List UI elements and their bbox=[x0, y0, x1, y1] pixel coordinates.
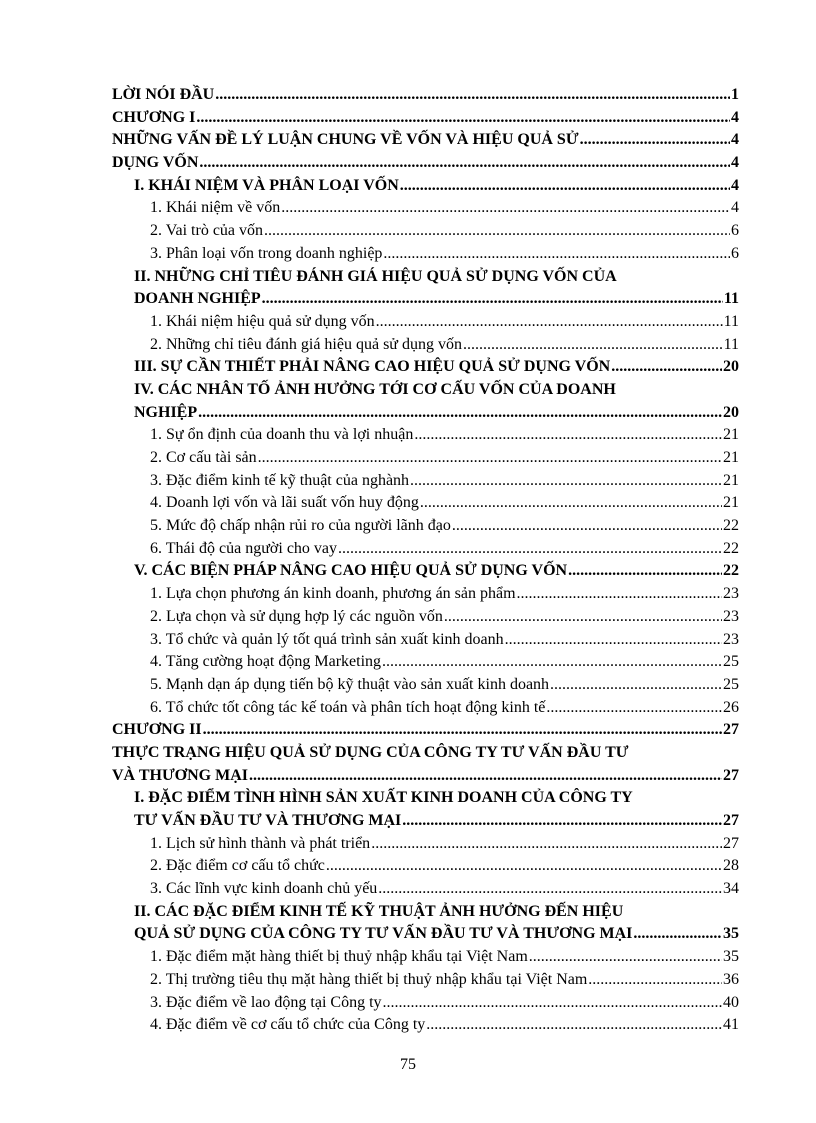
toc-dot-leader bbox=[420, 492, 722, 515]
toc-entry[interactable] bbox=[112, 810, 739, 833]
toc-entry-page: 21 bbox=[723, 471, 739, 489]
toc-entry-page: 11 bbox=[723, 312, 739, 330]
toc-entry[interactable] bbox=[112, 992, 739, 1015]
toc-entry-title: TƯ VẤN ĐẦU TƯ VÀ THƯƠNG MẠI bbox=[134, 812, 402, 829]
toc-entry[interactable] bbox=[112, 765, 739, 788]
toc-entry[interactable] bbox=[112, 243, 739, 266]
toc-dot-leader bbox=[281, 197, 730, 220]
toc-entry-page: 23 bbox=[723, 585, 739, 603]
toc-entry-page: 11 bbox=[723, 335, 739, 353]
toc-entry-page: 27 bbox=[723, 766, 739, 784]
toc-entry[interactable] bbox=[112, 288, 739, 311]
toc-entry[interactable] bbox=[112, 152, 739, 175]
toc-dot-leader bbox=[326, 855, 722, 878]
toc-entry-title: 6. Tổ chức tốt công tác kế toán và phân tích hoạt động kinh tế bbox=[150, 698, 546, 716]
toc-entry-title: 3. Đặc điểm kinh tế kỹ thuật của nghành bbox=[150, 471, 410, 489]
toc-entry[interactable] bbox=[112, 1014, 739, 1037]
toc-entry-page: 41 bbox=[723, 1016, 739, 1034]
toc-dot-leader bbox=[633, 923, 722, 946]
toc-entry-page: 27 bbox=[723, 834, 739, 852]
toc-dot-leader bbox=[517, 583, 722, 606]
toc-entry-page: 22 bbox=[723, 562, 739, 580]
toc-dot-leader bbox=[262, 288, 723, 311]
toc-dot-leader bbox=[215, 84, 730, 107]
table-of-contents bbox=[112, 84, 739, 1037]
toc-dot-leader bbox=[414, 424, 722, 447]
toc-dot-leader bbox=[376, 311, 723, 334]
toc-entry-page: 28 bbox=[723, 857, 739, 875]
toc-entry-title: CHƯƠNG I bbox=[112, 108, 196, 126]
toc-dot-leader bbox=[249, 765, 722, 788]
toc-entry-page: 4 bbox=[731, 154, 739, 172]
toc-entry[interactable] bbox=[112, 969, 739, 992]
toc-dot-leader bbox=[410, 470, 722, 493]
toc-entry-title: 4. Tăng cường hoạt động Marketing bbox=[150, 653, 382, 671]
toc-entry-page: 21 bbox=[723, 449, 739, 466]
toc-dot-leader bbox=[371, 833, 722, 856]
toc-entry-title: NGHIỆP bbox=[134, 403, 198, 421]
toc-dot-leader bbox=[203, 719, 722, 742]
toc-dot-leader bbox=[378, 878, 722, 901]
toc-entry-title: THỰC TRẠNG HIỆU QUẢ SỬ DỤNG CỦA CÔNG TY TƯ VẤN ĐẦU TƯ bbox=[112, 743, 629, 761]
toc-dot-leader bbox=[383, 992, 722, 1015]
toc-entry-title: V. CÁC BIỆN PHÁP NÂNG CAO HIỆU QUẢ SỬ DỤNG VỐN bbox=[134, 562, 568, 580]
toc-entry[interactable] bbox=[112, 946, 739, 969]
toc-dot-leader bbox=[568, 560, 722, 583]
toc-entry-title: 3. Tổ chức và quản lý tốt quá trình sản xuất kinh doanh bbox=[150, 630, 504, 648]
toc-entry-title: III. SỰ CẦN THIẾT PHẢI NÂNG CAO HIỆU QUẢ SỬ DỤNG VỐN bbox=[134, 358, 611, 376]
toc-dot-leader bbox=[426, 1014, 722, 1037]
toc-entry-title: 5. Mạnh dạn áp dụng tiến bộ kỹ thuật vào sản xuất kinh doanh bbox=[150, 675, 550, 693]
toc-entry-title: 1. Lựa chọn phương án kinh doanh, phương án sản phẩm bbox=[150, 585, 516, 603]
toc-entry-page: 23 bbox=[723, 630, 739, 648]
toc-entry[interactable] bbox=[112, 447, 739, 470]
toc-entry-title: 2. Vai trò của vốn bbox=[150, 222, 264, 240]
toc-entry-title: I. ĐẶC ĐIỂM TÌNH HÌNH SẢN XUẤT KINH DOANH CỦA CÔNG TY bbox=[134, 789, 633, 807]
toc-entry-title: 4. Đặc điểm về cơ cấu tổ chức của Công ty bbox=[150, 1016, 426, 1034]
toc-dot-leader bbox=[588, 969, 722, 992]
toc-entry-page: 34 bbox=[723, 880, 739, 898]
toc-entry-page: 27 bbox=[723, 812, 739, 829]
toc-entry-title: 1. Khái niệm hiệu quả sử dụng vốn bbox=[150, 312, 375, 330]
toc-entry-title: 2. Thị trường tiêu thụ mặt hàng thiết bị thuỷ nhập khẩu tại Việt Nam bbox=[150, 970, 588, 988]
toc-dot-leader bbox=[505, 629, 722, 652]
toc-entry-page: 21 bbox=[723, 426, 739, 444]
toc-dot-leader bbox=[400, 175, 730, 198]
toc-entry[interactable] bbox=[112, 84, 739, 107]
toc-entry-page: 26 bbox=[723, 698, 739, 716]
toc-entry[interactable] bbox=[112, 379, 739, 402]
toc-entry-page: 35 bbox=[723, 925, 739, 943]
toc-entry-page: 25 bbox=[723, 675, 739, 693]
toc-entry-page: 36 bbox=[723, 970, 739, 988]
toc-entry-title: NHỮNG VẤN ĐỀ LÝ LUẬN CHUNG VỀ VỐN VÀ HIỆU QUẢ SỬ bbox=[112, 131, 579, 149]
toc-entry[interactable] bbox=[112, 515, 739, 538]
toc-entry-title: 4. Doanh lợi vốn và lãi suất vốn huy động bbox=[150, 494, 419, 512]
toc-entry[interactable] bbox=[112, 923, 739, 946]
toc-entry[interactable] bbox=[112, 697, 739, 720]
toc-entry-title: DỤNG VỐN bbox=[112, 154, 199, 172]
toc-entry[interactable] bbox=[112, 175, 739, 198]
toc-entry-page: 4 bbox=[731, 199, 739, 217]
toc-entry[interactable] bbox=[112, 651, 739, 674]
toc-dot-leader bbox=[550, 674, 722, 697]
toc-entry[interactable] bbox=[112, 629, 739, 652]
toc-entry[interactable] bbox=[112, 107, 739, 130]
toc-entry-page: 22 bbox=[723, 539, 739, 557]
toc-entry[interactable] bbox=[112, 311, 739, 334]
toc-entry-title: CHƯƠNG II bbox=[112, 721, 202, 739]
toc-entry-title: 3. Các lĩnh vực kinh doanh chủ yếu bbox=[150, 880, 378, 898]
toc-entry-page: 20 bbox=[723, 403, 739, 421]
toc-entry[interactable] bbox=[112, 266, 739, 289]
toc-dot-leader bbox=[196, 107, 730, 130]
toc-entry-page: 21 bbox=[723, 494, 739, 512]
toc-entry[interactable] bbox=[112, 833, 739, 856]
toc-entry-title: II. NHỮNG CHỈ TIÊU ĐÁNH GIÁ HIỆU QUẢ SỬ DỤNG VỐN CỦA bbox=[134, 267, 617, 285]
toc-entry-title: 2. Đặc điểm cơ cấu tổ chức bbox=[150, 857, 325, 875]
toc-entry-title: 1. Sự ổn định của doanh thu và lợi nhuận bbox=[150, 426, 414, 444]
toc-entry-title: II. CÁC ĐẶC ĐIỂM KINH TẾ KỸ THUẬT ẢNH HƯỞNG ĐẾN HIỆU bbox=[134, 902, 624, 920]
toc-entry-title: 2. Những chỉ tiêu đánh giá hiệu quả sử dụng vốn bbox=[150, 335, 462, 353]
toc-entry-page: 4 bbox=[731, 131, 739, 149]
toc-entry[interactable] bbox=[112, 334, 739, 357]
toc-entry[interactable] bbox=[112, 492, 739, 515]
toc-entry-page: 40 bbox=[723, 993, 739, 1011]
toc-entry-title: 3. Phân loại vốn trong doanh nghiệp bbox=[150, 244, 383, 262]
toc-entry[interactable] bbox=[112, 583, 739, 606]
toc-entry-page: 20 bbox=[723, 358, 739, 376]
toc-dot-leader bbox=[444, 606, 722, 629]
toc-entry[interactable] bbox=[112, 356, 739, 379]
toc-entry[interactable] bbox=[112, 197, 739, 220]
toc-entry-page: 23 bbox=[723, 607, 739, 625]
toc-dot-leader bbox=[198, 402, 722, 425]
toc-dot-leader bbox=[529, 946, 722, 969]
toc-entry-page: 6 bbox=[731, 244, 739, 262]
toc-entry[interactable] bbox=[112, 855, 739, 878]
toc-entry[interactable] bbox=[112, 719, 739, 742]
toc-entry-page: 1 bbox=[731, 86, 739, 103]
toc-entry-title: VÀ THƯƠNG MẠI bbox=[112, 766, 248, 784]
toc-entry-page: 4 bbox=[731, 108, 739, 126]
toc-dot-leader bbox=[402, 810, 722, 833]
toc-entry-title: 1. Lịch sử hình thành và phát triển bbox=[150, 834, 371, 852]
toc-entry-title: DOANH NGHIỆP bbox=[134, 290, 261, 308]
toc-dot-leader bbox=[199, 152, 730, 175]
toc-entry[interactable] bbox=[112, 129, 739, 152]
toc-entry-title: 3. Đặc điểm về lao động tại Công ty bbox=[150, 993, 382, 1011]
toc-dot-leader bbox=[463, 334, 723, 357]
toc-entry[interactable] bbox=[112, 742, 739, 765]
toc-entry[interactable] bbox=[112, 538, 739, 561]
toc-dot-leader bbox=[452, 515, 722, 538]
toc-entry-page: 25 bbox=[723, 653, 739, 671]
toc-dot-leader bbox=[546, 697, 722, 720]
toc-entry[interactable] bbox=[112, 674, 739, 697]
toc-entry-page: 11 bbox=[723, 290, 739, 308]
page-number: 75 bbox=[400, 1056, 416, 1073]
toc-dot-leader bbox=[264, 220, 730, 243]
toc-entry[interactable] bbox=[112, 424, 739, 447]
toc-entry-page: 22 bbox=[723, 517, 739, 535]
toc-entry-title: QUẢ SỬ DỤNG CỦA CÔNG TY TƯ VẤN ĐẦU TƯ VÀ THƯƠNG MẠI bbox=[134, 925, 633, 943]
toc-entry-page: 35 bbox=[723, 948, 739, 966]
toc-dot-leader bbox=[611, 356, 722, 379]
toc-dot-leader bbox=[383, 243, 730, 266]
toc-dot-leader bbox=[338, 538, 722, 561]
toc-entry[interactable] bbox=[112, 560, 739, 583]
toc-entry[interactable] bbox=[112, 220, 739, 243]
toc-dot-leader bbox=[580, 129, 730, 152]
toc-entry[interactable] bbox=[112, 606, 739, 629]
toc-entry-title: LỜI NÓI ĐẦU bbox=[112, 86, 215, 103]
toc-dot-leader bbox=[382, 651, 722, 674]
toc-entry-page: 6 bbox=[731, 222, 739, 240]
toc-entry-title: I. KHÁI NIỆM VÀ PHÂN LOẠI VỐN bbox=[134, 176, 399, 194]
toc-entry-title: 2. Cơ cấu tài sản bbox=[150, 449, 257, 466]
toc-dot-leader bbox=[258, 447, 722, 470]
toc-entry[interactable] bbox=[112, 402, 739, 425]
toc-entry-title: 1. Đặc điểm mặt hàng thiết bị thuỷ nhập khẩu tại Việt Nam bbox=[150, 948, 528, 966]
toc-entry-title: 6. Thái độ của người cho vay bbox=[150, 539, 338, 557]
toc-entry-page: 4 bbox=[731, 176, 739, 194]
toc-entry[interactable] bbox=[112, 787, 739, 810]
toc-entry-page: 27 bbox=[723, 721, 739, 739]
toc-entry[interactable] bbox=[112, 901, 739, 924]
toc-entry-title: IV. CÁC NHÂN TỐ ẢNH HƯỞNG TỚI CƠ CẤU VỐN CỦA DOANH bbox=[134, 380, 616, 398]
toc-entry-title: 2. Lựa chọn và sử dụng hợp lý các nguồn vốn bbox=[150, 607, 443, 625]
toc-entry[interactable] bbox=[112, 878, 739, 901]
toc-entry-title: 1. Khái niệm về vốn bbox=[150, 199, 281, 217]
toc-entry[interactable] bbox=[112, 470, 739, 493]
toc-entry-title: 5. Mức độ chấp nhận rủi ro của người lãnh đạo bbox=[150, 517, 451, 535]
